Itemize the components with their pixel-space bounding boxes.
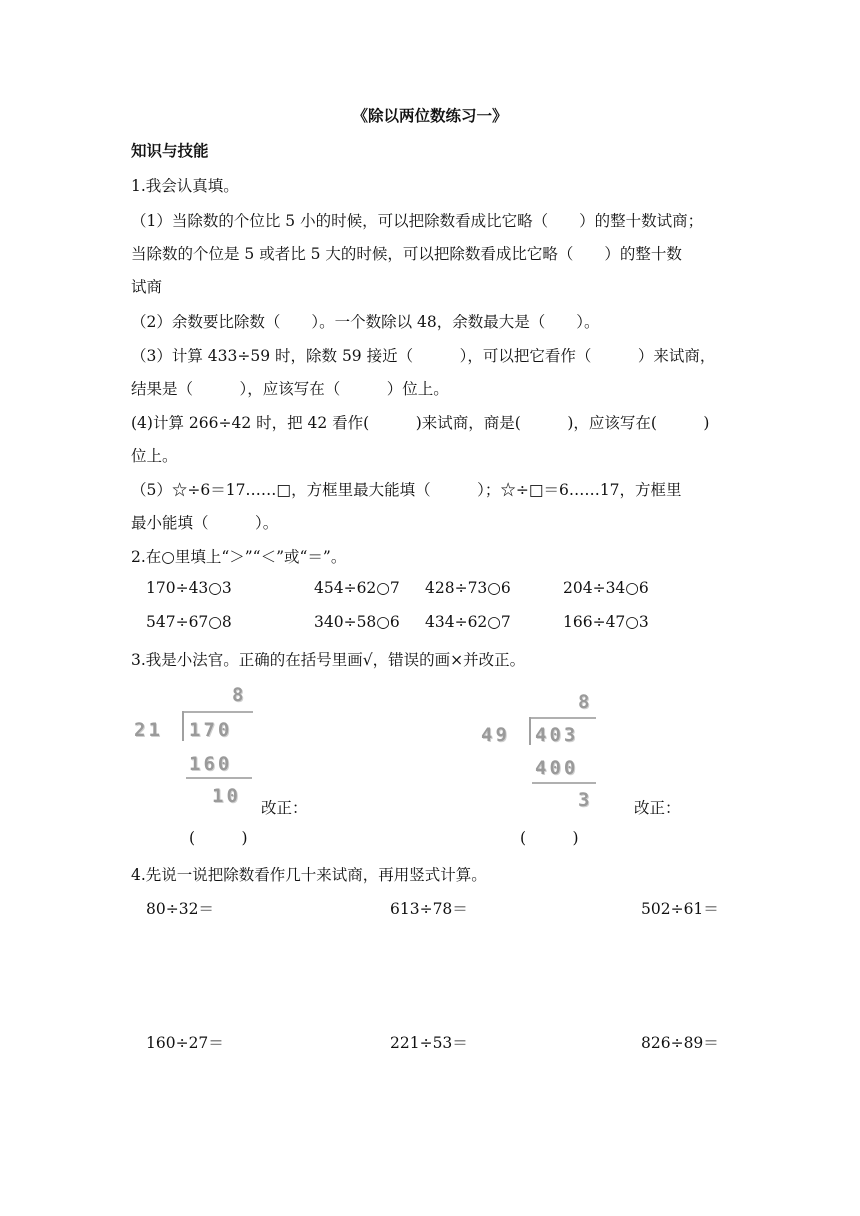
page-title: 《除以两位数练习一》 bbox=[352, 106, 508, 125]
judge-paren-2[interactable]: ( ) bbox=[520, 829, 579, 847]
ld1-bracket-top bbox=[183, 711, 253, 713]
q1-p5-line1: （5）☆÷6＝17……□，方框里最大能填（ ）；☆÷□＝6……17，方框里 bbox=[131, 481, 682, 499]
ld1-dividend: 170 bbox=[189, 719, 233, 741]
ld1-remainder: 10 bbox=[212, 785, 241, 807]
q4-item: 502÷61＝ bbox=[641, 900, 719, 918]
q2-item: 428÷73○6 bbox=[425, 579, 511, 597]
q4-heading: 4.先说一说把除数看作几十来试商，再用竖式计算。 bbox=[131, 866, 487, 884]
q1-p1-line3: 试商 bbox=[131, 278, 163, 296]
ld2-line bbox=[532, 782, 596, 784]
q4-item: 160÷27＝ bbox=[146, 1034, 224, 1052]
q1-p4-line1: (4)计算 266÷42 时，把 42 看作( )来试商，商是( )，应该写在( ) bbox=[131, 414, 710, 432]
ld2-remainder: 3 bbox=[578, 789, 593, 811]
ld2-quotient: 8 bbox=[578, 691, 593, 713]
ld2-product: 400 bbox=[535, 757, 579, 779]
ld1-bracket-side bbox=[182, 711, 184, 741]
q3-heading: 3.我是小法官。正确的在括号里画√，错误的画×并改正。 bbox=[131, 651, 526, 669]
q2-item: 340÷58○6 bbox=[314, 613, 400, 631]
q1-p1-line1: （1）当除数的个位比 5 小的时候，可以把除数看成比它略（ ）的整十数试商； bbox=[131, 212, 704, 230]
ld2-bracket-top bbox=[530, 717, 596, 719]
q2-heading: 2.在○里填上“＞”“＜”或“＝”。 bbox=[131, 548, 347, 566]
section-heading: 知识与技能 bbox=[131, 142, 209, 160]
q2-item: 166÷47○3 bbox=[563, 613, 649, 631]
ld2-dividend: 403 bbox=[535, 724, 579, 746]
q4-item: 221÷53＝ bbox=[390, 1034, 468, 1052]
fix-label-1: 改正： bbox=[261, 799, 308, 817]
q1-p2: （2）余数要比除数（ ）。一个数除以 48，余数最大是（ ）。 bbox=[131, 313, 600, 331]
judge-paren-1[interactable]: ( ) bbox=[189, 829, 248, 847]
ld1-divisor: 21 bbox=[134, 719, 163, 741]
ld1-quotient: 8 bbox=[232, 684, 247, 706]
ld1-product: 160 bbox=[189, 753, 233, 775]
q1-p3-line2: 结果是（ ），应该写在（ ）位上。 bbox=[131, 380, 449, 398]
q4-item: 613÷78＝ bbox=[390, 900, 468, 918]
q1-p3-line1: （3）计算 433÷59 时，除数 59 接近（ ），可以把它看作（ ）来试商， bbox=[131, 347, 716, 365]
q2-item: 434÷62○7 bbox=[425, 613, 511, 631]
q2-item: 454÷62○7 bbox=[314, 579, 400, 597]
ld1-line bbox=[186, 777, 252, 779]
q2-item: 170÷43○3 bbox=[146, 579, 232, 597]
q1-p5-line2: 最小能填（ ）。 bbox=[131, 514, 279, 532]
fix-label-2: 改正： bbox=[634, 799, 681, 817]
q1-heading: 1.我会认真填。 bbox=[131, 177, 239, 195]
q2-item: 547÷67○8 bbox=[146, 613, 232, 631]
ld2-divisor: 49 bbox=[481, 724, 510, 746]
q2-item: 204÷34○6 bbox=[563, 579, 649, 597]
q4-item: 826÷89＝ bbox=[641, 1034, 719, 1052]
q1-p1-line2: 当除数的个位是 5 或者比 5 大的时候，可以把除数看成比它略（ ）的整十数 bbox=[131, 245, 682, 263]
q1-p4-line2: 位上。 bbox=[131, 447, 178, 465]
q4-item: 80÷32＝ bbox=[146, 900, 214, 918]
ld2-bracket-side bbox=[529, 717, 531, 745]
